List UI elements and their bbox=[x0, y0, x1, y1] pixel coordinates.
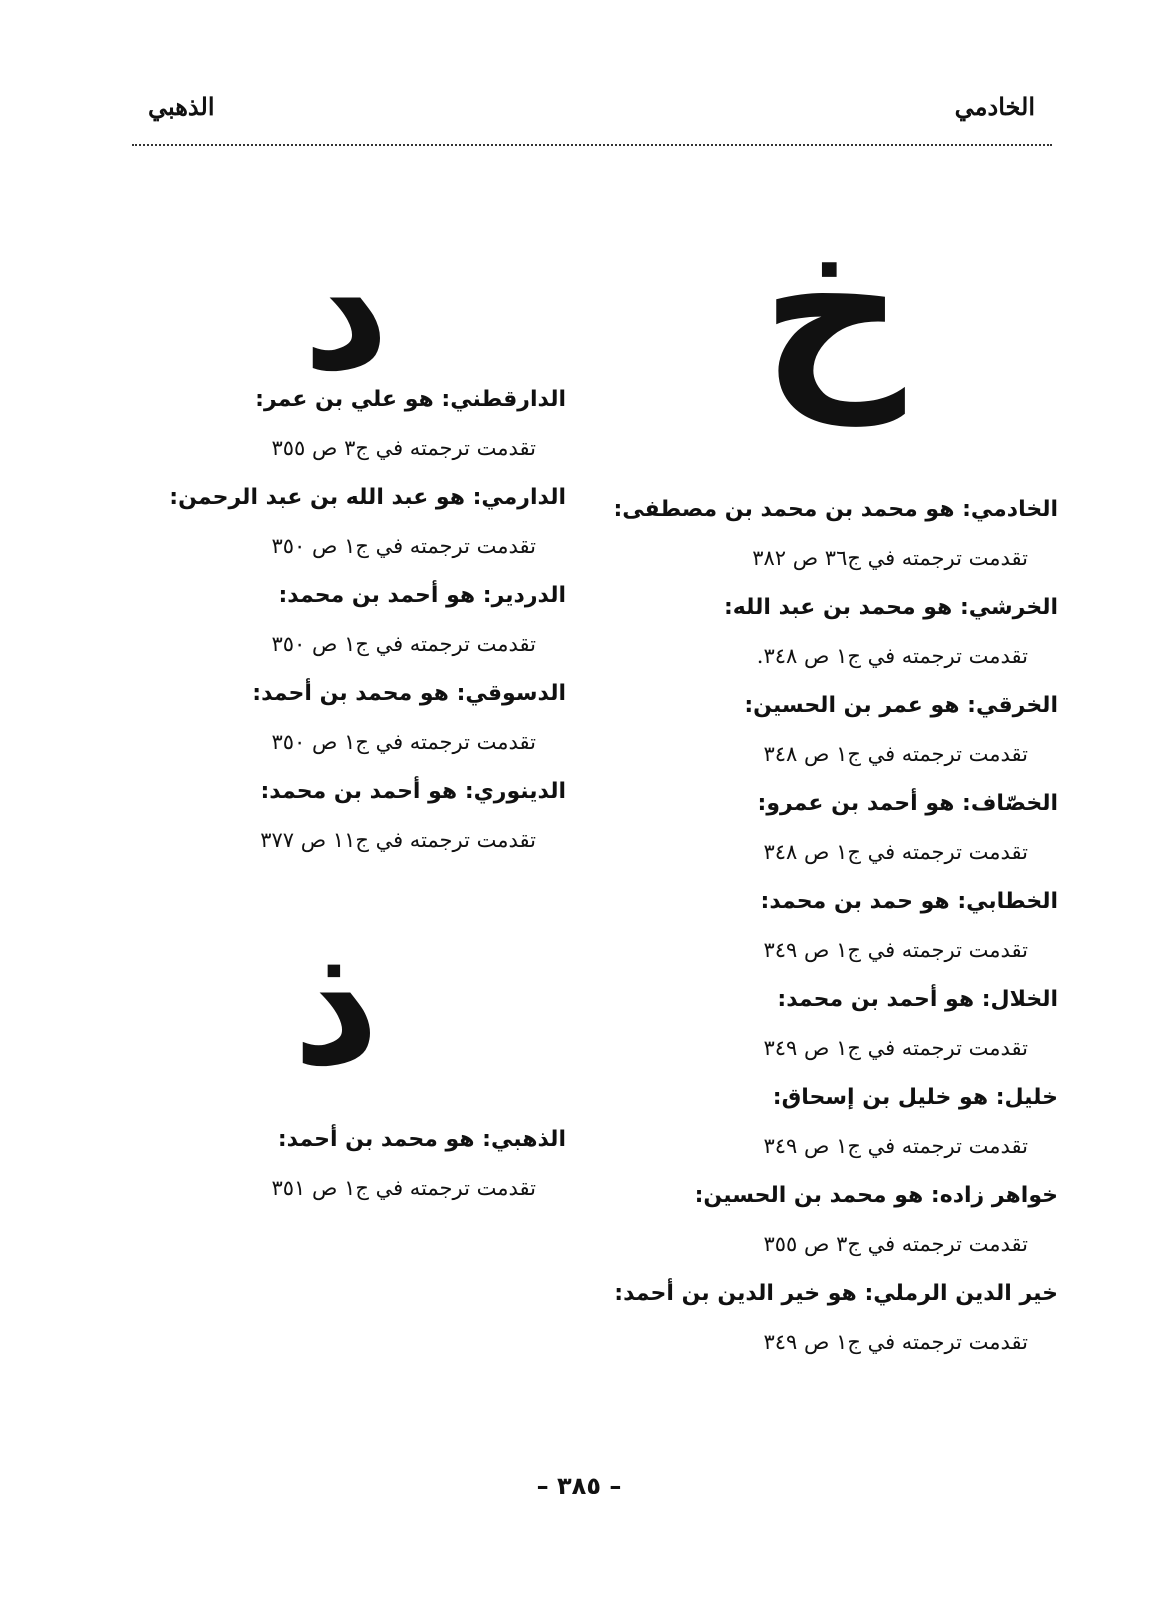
entry bbox=[186, 669, 566, 767]
entry-reference: تقدمت ترجمته في ج٣ ص ٣٥٥ bbox=[271, 436, 536, 460]
entry bbox=[628, 681, 1058, 779]
entry-heading: الخطابي: هو حمد بن محمد: bbox=[760, 889, 1058, 914]
dotted-divider bbox=[132, 144, 1052, 146]
section-kha bbox=[613, 193, 1058, 1367]
entry-heading: خواهر زاده: هو محمد بن الحسين: bbox=[694, 1183, 1058, 1208]
entry-heading: خليل: هو خليل بن إسحاق: bbox=[772, 1085, 1058, 1110]
entry bbox=[628, 1171, 1058, 1269]
entry-reference: تقدمت ترجمته في ج١ ص ٣٤٨. bbox=[756, 644, 1028, 668]
section-letter-dhal: ذ bbox=[292, 906, 380, 1104]
entry-reference: تقدمت ترجمته في ج١ ص ٣٥٠ bbox=[271, 534, 536, 558]
running-head-right: الخادمي bbox=[954, 92, 1035, 121]
entry-reference: تقدمت ترجمته في ج١ ص ٣٤٩ bbox=[763, 1330, 1028, 1354]
entry-heading: الخصّاف: هو أحمد بن عمرو: bbox=[757, 791, 1058, 816]
entry-reference: تقدمت ترجمته في ج٣٦ ص ٣٨٢ bbox=[752, 546, 1028, 570]
entry-reference: تقدمت ترجمته في ج١ ص ٣٥١ bbox=[271, 1176, 536, 1200]
entry-heading: الدينوري: هو أحمد بن محمد: bbox=[260, 779, 566, 804]
page-header bbox=[140, 92, 1035, 132]
entry bbox=[613, 485, 1058, 583]
entry-reference: تقدمت ترجمته في ج١ ص ٣٤٩ bbox=[763, 1036, 1028, 1060]
entry bbox=[628, 779, 1058, 877]
entry-heading: الدارمي: هو عبد الله بن عبد الرحمن: bbox=[169, 485, 566, 510]
entry-reference: تقدمت ترجمته في ج١ ص ٣٥٠ bbox=[271, 730, 536, 754]
entry-heading: الخلال: هو أحمد بن محمد: bbox=[777, 987, 1058, 1012]
running-head-left: الذهبي bbox=[148, 92, 215, 121]
entry-reference: تقدمت ترجمته في ج١ ص ٣٥٠ bbox=[271, 632, 536, 656]
entry-reference: تقدمت ترجمته في ج١ ص ٣٤٩ bbox=[763, 938, 1028, 962]
entry bbox=[628, 877, 1058, 975]
entry bbox=[186, 767, 566, 865]
entry-reference: تقدمت ترجمته في ج٣ ص ٣٥٥ bbox=[763, 1232, 1028, 1256]
entry bbox=[186, 1115, 566, 1213]
entry-reference: تقدمت ترجمته في ج١ ص ٣٤٩ bbox=[763, 1134, 1028, 1158]
entry-heading: الخرشي: هو محمد بن عبد الله: bbox=[723, 595, 1058, 620]
entry bbox=[614, 1269, 1058, 1367]
entry-reference: تقدمت ترجمته في ج١ ص ٣٤٨ bbox=[763, 840, 1028, 864]
entry-heading: الدسوقي: هو محمد بن أحمد: bbox=[252, 681, 566, 706]
section-letter-kha: خ bbox=[760, 193, 906, 426]
entry-heading: الخرقي: هو عمر بن الحسين: bbox=[744, 693, 1058, 718]
section-letter-dal: د bbox=[302, 211, 390, 409]
entry-reference: تقدمت ترجمته في ج١ ص ٣٤٨ bbox=[763, 742, 1028, 766]
entry-heading: الذهبي: هو محمد بن أحمد: bbox=[277, 1127, 566, 1152]
entry bbox=[169, 473, 566, 571]
page-number: – ٣٨٥ – bbox=[536, 1472, 622, 1500]
entry bbox=[186, 571, 566, 669]
entry-reference: تقدمت ترجمته في ج١١ ص ٣٧٧ bbox=[260, 828, 536, 852]
entry bbox=[186, 375, 566, 473]
entry-heading: خير الدين الرملي: هو خير الدين بن أحمد: bbox=[614, 1281, 1058, 1306]
entry bbox=[628, 1073, 1058, 1171]
entry bbox=[628, 583, 1058, 681]
section-dal-dhal bbox=[169, 211, 566, 1213]
entry-heading: الدارقطني: هو علي بن عمر: bbox=[255, 387, 566, 412]
entry-heading: الدردير: هو أحمد بن محمد: bbox=[278, 583, 566, 608]
entry bbox=[628, 975, 1058, 1073]
entry-heading: الخادمي: هو محمد بن محمد بن مصطفى: bbox=[613, 497, 1058, 522]
